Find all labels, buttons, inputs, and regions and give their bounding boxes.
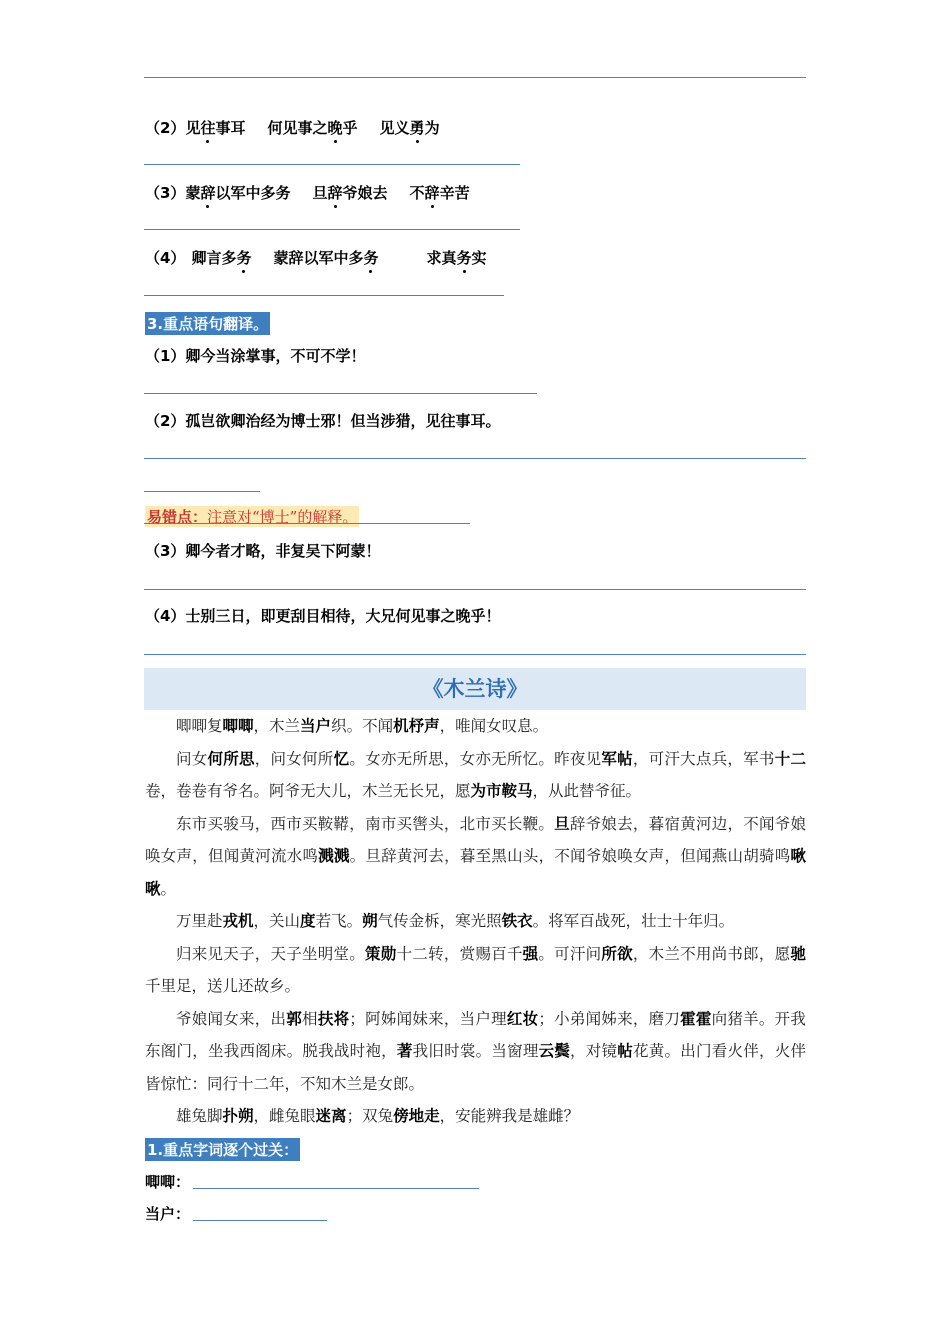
answer-line <box>144 229 520 230</box>
dotted-char: 辞 <box>424 184 440 202</box>
key-word: 唧唧 <box>222 716 254 735</box>
key-word: 啾啾 <box>145 846 806 898</box>
poem-paragraph <box>145 1100 806 1133</box>
vocab-num: （4） <box>145 249 186 267</box>
poem-text: 千里足，送儿还故乡。 <box>145 977 301 995</box>
word-text: 不 <box>409 184 425 202</box>
key-word: 红妆 <box>506 1008 539 1028</box>
vocab-num: （2） <box>145 119 186 137</box>
poem-text: 万里赴 <box>176 912 223 930</box>
poem-paragraph <box>145 710 806 743</box>
poem-title: 《木兰诗》 <box>422 677 528 701</box>
answer-line[interactable] <box>193 1188 479 1189</box>
poem-body <box>145 710 806 1133</box>
answer-line[interactable] <box>193 1220 327 1221</box>
warning-label: 易错点： <box>147 508 208 526</box>
key-word: 扶将 <box>317 1008 350 1028</box>
key-word: 所欲 <box>601 943 633 963</box>
answer-line <box>144 393 537 394</box>
poem-text: ，可汗大点兵，军书 <box>632 749 775 768</box>
key-word: 朔 <box>362 911 378 930</box>
vocab-item-3 <box>145 182 470 203</box>
word-text: 以军中多务 <box>215 184 291 202</box>
word-text: 蒙辞以军中多 <box>273 249 364 267</box>
key-word: 戎机 <box>222 911 254 930</box>
key-word: 溅溅 <box>318 846 350 865</box>
poem-text: ，对镜 <box>570 1042 618 1060</box>
sentence-2: （2）孤岂欲卿治经为博士邪！但当涉猎，见往事耳。 <box>145 412 501 430</box>
poem-text: 雄兔脚 <box>176 1107 223 1125</box>
poem-text: ；阿姊闻妹来，当户理 <box>349 1009 507 1028</box>
poem-text: 向猪羊。开我东阁门，坐我西阁床。脱我战时袍， <box>145 1009 806 1060</box>
poem-text: 。女亦无所思，女亦无所忆。昨夜见 <box>349 749 602 768</box>
poem-text: ，关山 <box>253 912 301 930</box>
key-word: 何所思 <box>207 748 255 768</box>
key-word: 忆 <box>333 748 350 768</box>
key-word: 当户 <box>300 716 332 735</box>
word-text: 事耳 <box>215 119 246 137</box>
poem-text: 东市买骏马，西市买鞍鞯，南市买辔头，北市买长鞭。 <box>176 814 555 833</box>
dotted-char: 晚 <box>327 119 343 137</box>
poem-text: 。 <box>160 879 177 898</box>
word-text: 见义 <box>379 119 410 137</box>
dotted-char: 务 <box>363 249 379 267</box>
poem-text: 织。不闻 <box>331 717 394 735</box>
poem-text: 归来见天子，天子坐明堂。 <box>176 944 366 963</box>
key-word: 机杼声 <box>393 716 440 735</box>
word-text: 实 <box>471 249 487 267</box>
poem-text: 唧唧复 <box>176 717 223 735</box>
answer-line <box>144 491 260 492</box>
sentence-4: （4）士别三日，即更刮目相待，大兄何见事之晚乎！ <box>145 607 501 625</box>
key-word: 迷离 <box>315 1106 347 1125</box>
key-word: 铁衣 <box>501 911 533 930</box>
poem-text: ，木兰不用尚书郎，愿 <box>632 944 791 963</box>
word-text: 何见事之 <box>267 119 328 137</box>
poem-text: 花黄。出门看火伴，火伴皆惊忙：同行十二年，不知木兰是女郎。 <box>145 1042 806 1093</box>
key-word: 为市鞍马 <box>470 781 533 800</box>
poem-text: 气传金柝，寒光照 <box>377 912 502 930</box>
answer-line <box>144 458 806 459</box>
poem-text: ；双兔 <box>346 1107 394 1125</box>
word-text: 爷娘去 <box>342 184 388 202</box>
poem-text: ，木兰 <box>253 717 301 735</box>
poem-text: ，雌兔眼 <box>253 1107 316 1125</box>
poem-text: 相 <box>302 1009 318 1028</box>
poem-text: 爷娘闻女来，出 <box>176 1009 287 1028</box>
word-text: 蒙 <box>185 184 201 202</box>
key-word: 扑朔 <box>222 1106 254 1125</box>
vocab-item-4 <box>145 247 487 268</box>
answer-line <box>144 654 806 655</box>
word-text: 求真 <box>426 249 457 267</box>
poem-title-bar <box>144 668 806 710</box>
key-word: 强 <box>522 943 539 963</box>
key-word: 傍地走 <box>393 1106 440 1125</box>
warning-text: 注意对“博士”的解释。 <box>207 508 358 526</box>
key-word: 军帖 <box>601 748 633 768</box>
poem-text: 。可汗问 <box>538 944 602 963</box>
dotted-char: 辞 <box>200 184 216 202</box>
fill-item-danghu: 当户： <box>145 1205 191 1223</box>
sentence-3: （3）卿今者才略，非复吴下阿蒙！ <box>145 542 381 560</box>
answer-line <box>144 77 806 78</box>
key-word: 著 <box>396 1041 413 1060</box>
answer-line <box>144 164 520 165</box>
answer-line <box>144 523 470 524</box>
poem-paragraph <box>145 808 806 906</box>
poem-text: 卷，卷卷有爷名。阿爷无大儿，木兰无长兄，愿 <box>145 782 471 800</box>
poem-text: 。将军百战死，壮士十年归。 <box>532 912 735 930</box>
dotted-char: 勇 <box>409 119 425 137</box>
poem-text: 。旦辞黄河去，暮至黑山头，不闻爷娘唤女声，但闻燕山胡骑鸣 <box>349 847 791 865</box>
poem-text: ，问女何所 <box>254 749 334 768</box>
answer-line <box>144 589 806 590</box>
section-heading-vocab: 1.重点字词逐个过关： <box>145 1138 300 1161</box>
word-text: 旦 <box>312 184 328 202</box>
key-word: 霍霍 <box>680 1008 712 1028</box>
key-word: 度 <box>300 911 316 930</box>
key-word: 策勋 <box>365 943 397 963</box>
section-heading-translation: 3.重点语句翻译。 <box>145 312 270 335</box>
sentence-1: （1）卿今当涂掌事，不可不学！ <box>145 347 366 365</box>
word-text: 辛苦 <box>439 184 470 202</box>
dotted-char: 务 <box>236 249 252 267</box>
answer-line <box>144 295 504 296</box>
vocab-num: （3） <box>145 184 186 202</box>
key-word: 郭 <box>286 1008 303 1028</box>
fill-item-jiji: 唧唧： <box>145 1173 191 1191</box>
poem-text: 若飞。 <box>315 912 363 930</box>
poem-paragraph <box>145 743 806 808</box>
vocab-item-2 <box>145 117 440 138</box>
poem-text: 十二转，赏赐百千 <box>396 944 523 963</box>
key-word: 帖 <box>617 1041 634 1060</box>
poem-paragraph <box>145 905 806 938</box>
dotted-char: 辞 <box>327 184 343 202</box>
dotted-char: 务 <box>456 249 472 267</box>
word-text: 见 <box>185 119 201 137</box>
key-word: 云鬓 <box>538 1041 571 1060</box>
word-text: 为 <box>424 119 440 137</box>
key-word: 驰 <box>790 943 806 963</box>
key-word: 旦 <box>554 813 570 833</box>
poem-paragraph <box>145 938 806 1003</box>
poem-text: ，唯闻女叹息。 <box>439 717 549 735</box>
poem-text: 辞爷娘去，暮宿黄河边，不闻爷娘唤女声，但闻黄河流水鸣 <box>145 814 806 865</box>
poem-text: ，从此替爷征。 <box>532 782 642 800</box>
word-text: 乎 <box>342 119 358 137</box>
dotted-char: 往 <box>200 119 216 137</box>
poem-text: ，安能辨我是雄雌？ <box>439 1107 580 1125</box>
word-text: 卿言多 <box>191 249 237 267</box>
poem-text: ；小弟闻姊来，磨刀 <box>538 1009 681 1028</box>
poem-text: 问女 <box>176 749 208 768</box>
poem-paragraph <box>145 1003 806 1101</box>
key-word: 十二 <box>774 748 806 768</box>
poem-text: 我旧时裳。当窗理 <box>412 1042 539 1060</box>
